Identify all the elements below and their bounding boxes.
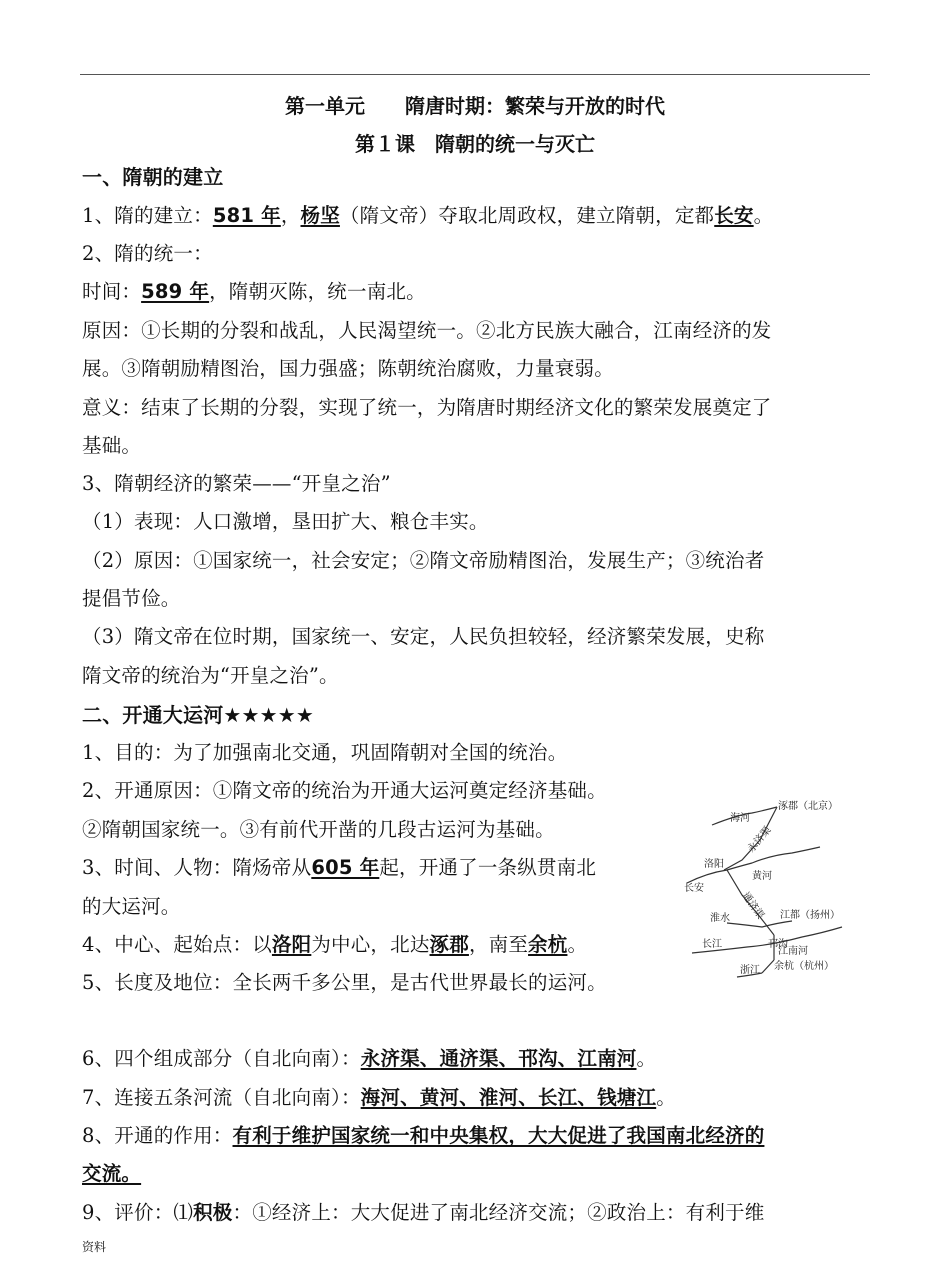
s1-line-12: （3）隋文帝在位时期，国家统一、安定，人民负担较轻，经济繁荣发展，史称 [82,625,765,648]
s1-line-10: （2）原因：①国家统一，社会安定；②隋文帝励精图治，发展生产；③统治者 [82,549,765,572]
s2-line-1: 1、目的：为了加强南北交通，巩固隋朝对全国的统治。 [82,741,568,764]
s2-line-5: 的大运河。 [82,895,181,918]
map-label-yongjiqu: 永济渠 [745,824,774,855]
map-label-hangou: 邗沟 [768,939,788,950]
map-label-jiangdu: 江都（扬州） [780,910,840,921]
unit-title: 第一单元 隋唐时期：繁荣与开放的时代 [285,94,665,118]
map-label-luoyang: 洛阳 [704,859,724,870]
jiangnanhe-canal-line [762,960,774,973]
map-label-yuhang: 余杭（杭州） [774,961,834,972]
section-1-heading: 一、隋朝的建立 [82,165,224,189]
lesson-title: 第１课 隋朝的统一与灭亡 [355,132,595,156]
map-label-tongjiqu: 通济渠 [739,890,766,922]
huaishui-river-line [727,921,792,927]
map-label-haihe: 海河 [730,813,750,824]
s1-line-9: （1）表现：人口激增，垦田扩大、粮仓丰实。 [82,510,489,533]
map-label-huanghe: 黄河 [752,871,772,882]
s2-line-8: 6、四个组成部分（自北向南）：永济渠、通济渠、邗沟、江南河。 [82,1047,657,1070]
section-2-heading: 二、开通大运河★★★★★ [82,703,315,727]
map-label-huaishui: 淮水 [710,913,730,924]
s1-line-7: 基础。 [82,434,142,457]
s1-line-13: 隋文帝的统治为“开皇之治”。 [82,664,339,687]
s2-line-7: 5、长度及地位：全长两千多公里，是古代世界最长的运河。 [82,971,607,994]
map-label-zhuojun: 涿郡（北京） [778,801,838,812]
s2-line-6: 4、中心、起始点：以洛阳为中心，北达涿郡，南至余杭。 [82,933,588,956]
s2-line-3: ②隋朝国家统一。③有前代开凿的几段古运河为基础。 [82,818,555,841]
s2-line-2: 2、开通原因：①隋文帝的统治为开通大运河奠定经济基础。 [82,779,607,802]
s1-line-6: 意义：结束了长期的分裂，实现了统一，为隋唐时期经济文化的繁荣发展奠定了 [82,396,772,419]
map-label-changjiang: 长江 [702,939,722,950]
s2-line-4: 3、时间、人物：隋炀帝从605 年起，开通了一条纵贯南北 [82,856,597,879]
s1-line-11: 提倡节俭。 [82,587,181,610]
s2-line-12: 9、评价：⑴积极：①经济上：大大促进了南北经济交流；②政治上：有利于维 [82,1201,765,1224]
s2-line-10: 8、开通的作用：有利于维护国家统一和中央集权，大大促进了我国南北经济的 [82,1124,765,1147]
top-rule [80,74,870,75]
s1-line-1: 1、隋的建立：581 年，杨坚（隋文帝）夺取北周政权，建立隋朝，定都长安。 [82,204,774,227]
s1-line-5: 展。③隋朝励精图治，国力强盛；陈朝统治腐败，力量衰弱。 [82,357,614,380]
map-label-changan: 长安 [684,883,704,894]
map-label-jiangnanhe: 江南河 [778,946,808,957]
s1-line-8: 3、隋朝经济的繁荣——“开皇之治” [82,472,391,495]
s2-line-11: 交流。 [82,1162,142,1185]
page-footer: 资料 [82,1240,107,1254]
s1-line-2: 2、隋的统一： [82,242,213,265]
s2-line-9: 7、连接五条河流（自北向南）：海河、黄河、淮河、长江、钱塘江。 [82,1086,676,1109]
grand-canal-map [682,795,852,985]
s1-line-4: 原因：①长期的分裂和战乱，人民渴望统一。②北方民族大融合，江南经济的发 [82,319,772,342]
s1-line-3: 时间：589 年，隋朝灭陈，统一南北。 [82,280,426,303]
map-label-zhejiang: 浙江 [740,965,760,976]
